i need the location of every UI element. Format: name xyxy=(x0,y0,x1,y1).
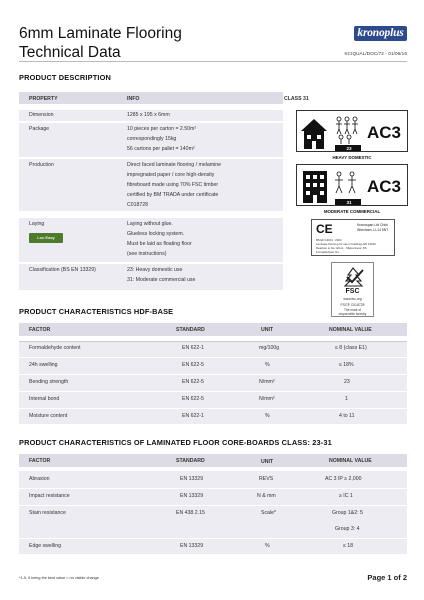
header-divider xyxy=(19,61,407,62)
fsc-tagline-2: responsible forestry xyxy=(338,312,367,316)
table-row xyxy=(19,123,283,157)
unit: % xyxy=(265,362,270,368)
factor: Formaldehyde content xyxy=(29,345,81,351)
factor: 24h swelling xyxy=(29,362,58,368)
row-separator xyxy=(19,374,407,375)
row-info: Must be laid as floating floor xyxy=(127,241,192,247)
fsc-tagline-1: The mark of xyxy=(343,308,361,312)
unit: N/mm² xyxy=(259,396,275,402)
page-number: Page 1 of 2 xyxy=(367,573,407,582)
standard: EN 13329 xyxy=(180,543,204,549)
row-info: 1285 x 195 x 6mm xyxy=(127,112,170,118)
factor: Edge swelling xyxy=(29,543,62,549)
row-info: 10 pieces per carton = 2.50m² xyxy=(127,126,197,132)
row-separator xyxy=(19,488,407,489)
row-info: correspondingly 15kg xyxy=(127,136,177,142)
ce-mark: CE xyxy=(316,222,333,236)
table-row xyxy=(19,377,407,391)
unit: % xyxy=(265,543,270,549)
title-line-2: Technical Data xyxy=(19,44,121,61)
row-info: C018728 xyxy=(127,202,149,208)
table-row xyxy=(19,394,407,408)
row-info: 23: Heavy domestic use xyxy=(127,267,183,273)
row-info: (see instructions) xyxy=(127,251,167,257)
standard: EN 13329 xyxy=(180,476,204,482)
domestic-class-code: 23 xyxy=(346,145,352,151)
row-info: 31: Moderate commercial use xyxy=(127,277,196,283)
document-title xyxy=(19,24,182,62)
footnote: *1-5, 5 being the best value = no visible change xyxy=(19,576,99,580)
core-table-body xyxy=(19,471,407,554)
locking-system-logo: Loc Easy xyxy=(29,233,63,243)
nominal-value-secondary: Group 3: 4 xyxy=(335,526,360,532)
section-heading-core-boards: PRODUCT CHARACTERISTICS OF LAMINATED FLOOR CORE-BOARDS CLASS: 23-31 xyxy=(19,438,332,447)
ce-detail-line: Formaldehyde: E1 xyxy=(316,250,339,254)
nominal-value: 1 xyxy=(345,396,348,402)
table-row xyxy=(19,508,407,538)
nominal-value: Group 1&2: 5 xyxy=(332,510,363,516)
table-row xyxy=(19,343,407,357)
moderate-commercial-badge xyxy=(296,164,408,206)
table-row xyxy=(19,360,407,374)
row-info: Laying without glue. xyxy=(127,221,173,227)
unit: Scale* xyxy=(261,510,276,516)
document-reference: KCIQUAL/DOC/72 - 01/06/16 xyxy=(344,51,407,56)
row-property: Package xyxy=(29,126,50,132)
kronoplus-logo: kronoplus xyxy=(354,26,407,41)
ac3-label: AC3 xyxy=(367,177,402,196)
ac3-label: AC3 xyxy=(367,123,402,142)
nominal-value: ≤ 18 xyxy=(343,543,354,549)
col-factor: FACTOR xyxy=(29,457,51,464)
row-info: fibreboard made using 70% FSC timber xyxy=(127,182,219,188)
table-row xyxy=(19,110,283,121)
fsc-code: FSC® C018728 xyxy=(340,303,365,307)
nominal-value: ≤ 8 (class E1) xyxy=(335,345,367,351)
row-info: Glueless locking system. xyxy=(127,231,185,237)
table-divider xyxy=(19,341,407,342)
factor: Moisture content xyxy=(29,413,68,419)
ce-details xyxy=(316,238,376,254)
unit: N/mm² xyxy=(259,379,275,385)
table-row xyxy=(19,541,407,554)
col-standard: STANDARD xyxy=(176,457,205,464)
ce-certification-label xyxy=(311,219,395,256)
core-table-header xyxy=(19,454,407,467)
col-nominal-value: NOMINAL VALUE xyxy=(329,457,372,464)
fsc-logo xyxy=(331,262,374,317)
nominal-value: AC 3 IP ≥ 2,000 xyxy=(325,476,362,482)
table-row xyxy=(19,411,407,424)
nominal-value: ≤ 18% xyxy=(339,362,354,368)
col-class: CLASS 31 xyxy=(284,95,309,102)
ce-detail-line: Laminate Flooring for use in buildings EN 13329 xyxy=(316,242,376,246)
table-row xyxy=(19,159,283,211)
nominal-value: ≥ IC 1 xyxy=(339,493,353,499)
standard: EN 438.2.15 xyxy=(176,510,205,516)
unit: % xyxy=(265,413,270,419)
standard: EN 622-5 xyxy=(182,396,204,402)
fsc-tree-check-icon xyxy=(332,265,375,289)
ce-location: Wrexham, LL14 5NT xyxy=(357,228,389,232)
heavy-domestic-badge xyxy=(296,110,408,152)
col-property: PROPERTY xyxy=(29,95,58,102)
standard: EN 13329 xyxy=(180,493,204,499)
ce-company: Kronospan Ltd Chirk xyxy=(357,223,388,227)
factor: Bending strength xyxy=(29,379,69,385)
standard: EN 622-1 xyxy=(182,345,204,351)
unit: REVS xyxy=(259,476,274,482)
standard: EN 622-1 xyxy=(182,413,204,419)
factor: Internal bond xyxy=(29,396,60,402)
section-heading-description: PRODUCT DESCRIPTION xyxy=(19,73,111,82)
factor: Abrasion xyxy=(29,476,50,482)
factor: Impact resistance xyxy=(29,493,70,499)
table-row xyxy=(19,491,407,505)
table-row xyxy=(19,264,283,290)
factor: Stain resistance xyxy=(29,510,66,516)
col-unit: UNIT xyxy=(261,458,274,465)
row-separator xyxy=(19,538,407,539)
fsc-site: www.fsc.org xyxy=(343,297,362,301)
ce-detail-line: BS EN 14041 : 2004 xyxy=(316,238,342,242)
col-unit: UNIT xyxy=(261,326,274,333)
row-separator xyxy=(19,391,407,392)
row-separator xyxy=(19,357,407,358)
title-line-1: 6mm Laminate Flooring xyxy=(19,25,182,42)
col-nominal-value: NOMINAL VALUE xyxy=(329,326,372,333)
row-info: impregnated paper / core high-density xyxy=(127,172,215,178)
row-property: Laying xyxy=(29,221,45,227)
section-heading-hdf: PRODUCT CHARACTERISTICS HDF-BASE xyxy=(19,307,174,316)
nominal-value: 23 xyxy=(344,379,350,385)
table-row xyxy=(19,218,283,262)
row-separator xyxy=(19,505,407,506)
col-factor: FACTOR xyxy=(29,326,51,333)
unit: N & mm xyxy=(257,493,276,499)
hdf-table-body xyxy=(19,341,407,424)
standard: EN 622-5 xyxy=(182,362,204,368)
col-standard: STANDARD xyxy=(176,326,205,333)
ce-detail-line: Reaction to fire: Efl-s1 · Slipperiness: DS xyxy=(316,246,367,250)
hdf-table-header xyxy=(19,323,407,336)
row-info: Direct faced laminate flooring / melamine xyxy=(127,162,221,168)
row-property: Dimension xyxy=(29,112,54,118)
row-property: Production xyxy=(29,162,54,168)
standard: EN 622-5 xyxy=(182,379,204,385)
col-info: INFO xyxy=(127,95,140,102)
commercial-class-code: 31 xyxy=(346,199,352,205)
moderate-commercial-caption: MODERATE COMMERCIAL xyxy=(323,209,381,214)
row-property: Classification (BS EN 13329) xyxy=(29,267,96,273)
table-row xyxy=(19,474,407,488)
nominal-value: 4 to 11 xyxy=(339,413,355,419)
description-table-header xyxy=(19,92,283,104)
unit: mg/100g xyxy=(259,345,280,351)
row-info: certified by BM TRADA under certificate xyxy=(127,192,219,198)
fsc-label: FSC xyxy=(345,288,360,295)
heavy-domestic-caption: HEAVY DOMESTIC xyxy=(332,155,372,160)
row-info: 56 cartons per pallet = 140m² xyxy=(127,146,195,152)
row-separator xyxy=(19,408,407,409)
